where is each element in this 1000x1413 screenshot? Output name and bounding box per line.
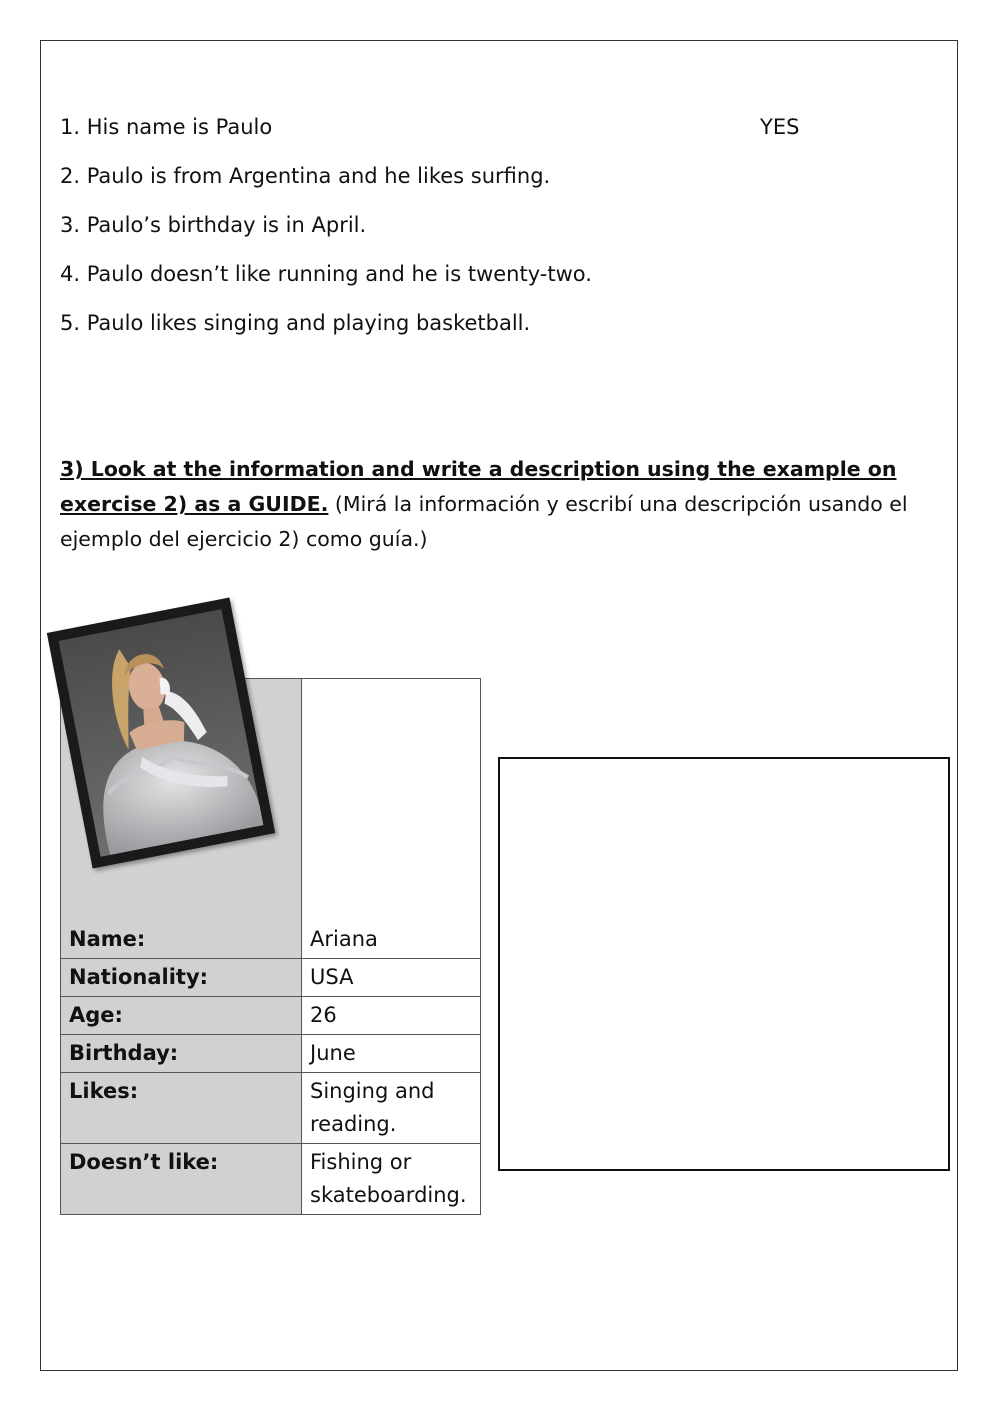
value-name: Ariana <box>302 921 481 959</box>
label-doesnt-like: Doesn’t like: <box>61 1144 302 1215</box>
value-likes: Singing and reading. <box>302 1073 481 1144</box>
exercise-3-instructions <box>60 452 940 557</box>
statement-1: 1. His name is Paulo <box>60 115 273 139</box>
label-birthday: Birthday: <box>61 1035 302 1073</box>
photo-cell-empty <box>302 679 481 922</box>
profile-row-age <box>61 997 481 1035</box>
statement-5: 5. Paulo likes singing and playing basketball. <box>60 311 531 335</box>
statement-2: 2. Paulo is from Argentina and he likes surfing. <box>60 164 551 188</box>
statement-1-answer: YES <box>760 115 800 139</box>
profile-row-name <box>61 921 481 959</box>
exercise-3-heading: 3) Look at the information and write a description using the example on exercise 2) as a GUIDE. <box>60 457 897 516</box>
exercise-3-translation: (Mirá la información y escribí una descripción usando el ejemplo del ejercicio 2) como guía.) <box>60 492 908 551</box>
value-birthday: June <box>302 1035 481 1073</box>
profile-row-birthday <box>61 1035 481 1073</box>
profile-row-nationality <box>61 959 481 997</box>
person-photo-icon <box>59 609 264 857</box>
description-answer-box[interactable] <box>498 757 950 1171</box>
value-doesnt-like: Fishing or skateboarding. <box>302 1144 481 1215</box>
profile-row-doesnt-like <box>61 1144 481 1215</box>
value-age: 26 <box>302 997 481 1035</box>
statement-3: 3. Paulo’s birthday is in April. <box>60 213 367 237</box>
label-name: Name: <box>61 921 302 959</box>
profile-row-likes <box>61 1073 481 1144</box>
label-nationality: Nationality: <box>61 959 302 997</box>
value-nationality: USA <box>302 959 481 997</box>
statement-4: 4. Paulo doesn’t like running and he is twenty-two. <box>60 262 592 286</box>
label-likes: Likes: <box>61 1073 302 1144</box>
label-age: Age: <box>61 997 302 1035</box>
